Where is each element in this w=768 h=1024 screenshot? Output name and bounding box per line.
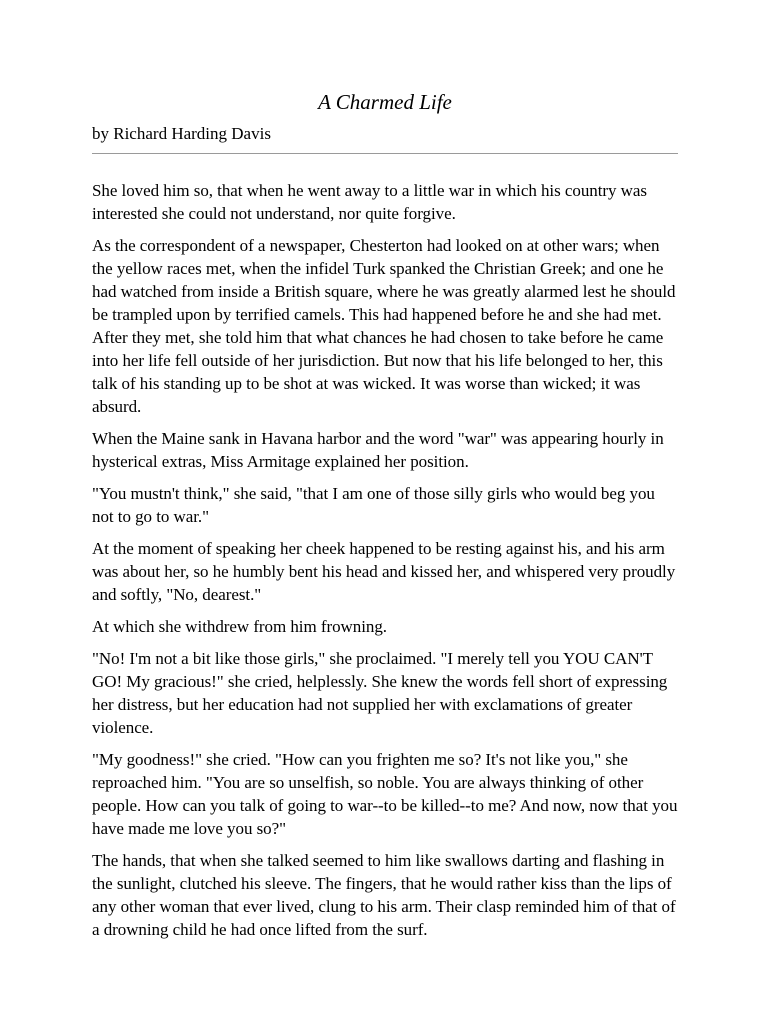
document-body (92, 179, 678, 941)
body-paragraph: At the moment of speaking her cheek happened to be resting against his, and his arm was about her, so he humbly bent his head and kissed her, and whispered very proudly and softly, "No, dearest." (92, 539, 676, 604)
body-paragraph: She loved him so, that when he went away to a little war in which his country was interested she could not understand, nor quite forgive. (92, 181, 647, 223)
body-paragraph: At which she withdrew from him frowning. (92, 617, 387, 636)
body-paragraph: When the Maine sank in Havana harbor and the word "war" was appearing hourly in hysterical extras, Miss Armitage explained her position. (92, 429, 664, 471)
body-paragraph: "No! I'm not a bit like those girls," she proclaimed. "I merely tell you YOU CAN'T GO! My gracious!" she cried, helplessly. She knew the words fell short of expressing her distress, but her education had not supplied her with exclamations of greater violence. (92, 649, 668, 737)
body-paragraph: The hands, that when she talked seemed to him like swallows darting and flashing in the sunlight, clutched his sleeve. The fingers, that he would rather kiss than the lips of any other woman that ever lived, clung to his arm. Their clasp reminded him of that of a drowning child he had once lifted from the surf. (92, 851, 676, 939)
body-paragraph: As the correspondent of a newspaper, Chesterton had looked on at other wars; when the yellow races met, when the infidel Turk spanked the Christian Greek; and one he had watched from inside a British square, where he was greatly alarmed lest he should be trampled upon by terrified camels. This had happened before he and she had met. After they met, she told him that what chances he had chosen to take before he came into her life fell outside of her jurisdiction. But now that his life belonged to her, this talk of his standing up to be shot at was wicked. It was worse than wicked; it was absurd. (92, 236, 676, 416)
document-title: A Charmed Life (318, 90, 452, 114)
body-paragraph: "You mustn't think," she said, "that I am one of those silly girls who would beg you not to go to war." (92, 484, 655, 526)
document-page (92, 0, 678, 950)
body-paragraph: "My goodness!" she cried. "How can you frighten me so? It's not like you," she reproached him. "You are so unselfish, so noble. You are always thinking of other people. How can you talk of going to war--to be killed--to me? And now, now that you have made me love you so?" (92, 750, 678, 838)
title-divider (92, 153, 678, 154)
document-byline: by Richard Harding Davis (92, 124, 271, 143)
